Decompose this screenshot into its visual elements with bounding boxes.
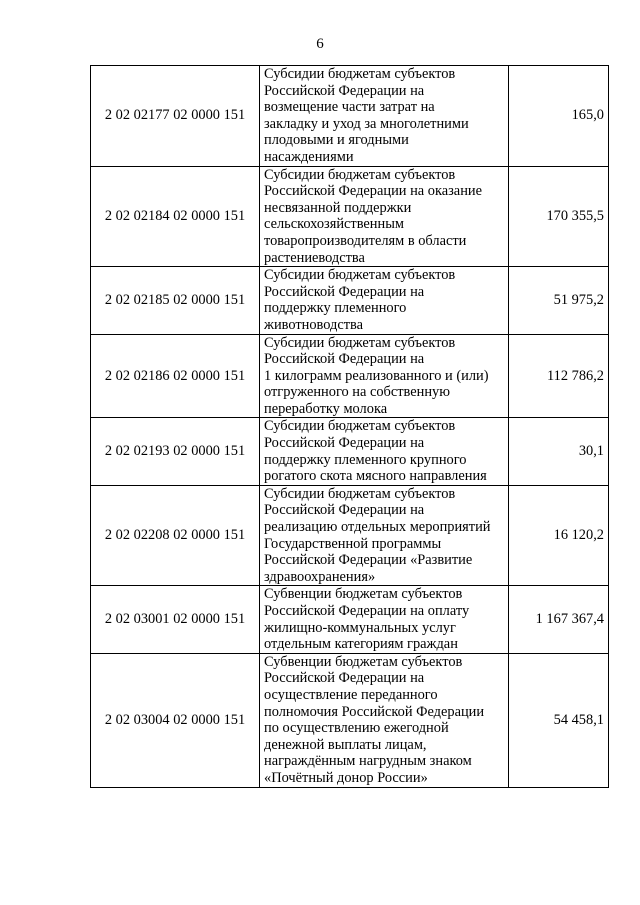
- budget-code-cell: 2 02 02193 02 0000 151: [91, 418, 260, 485]
- description-line: Российской Федерации на оплату: [264, 603, 470, 619]
- budget-code-cell: 2 02 02185 02 0000 151: [91, 267, 260, 334]
- table-row: [91, 586, 609, 653]
- description-line: Российской Федерации на: [264, 82, 425, 99]
- description-line: Российской Федерации на: [264, 351, 425, 368]
- budget-table: [90, 65, 609, 788]
- description-line: Российской Федерации на: [264, 435, 425, 452]
- description-cell: [260, 66, 509, 167]
- description-cell: [260, 653, 509, 787]
- amount-cell: 112 786,2: [509, 334, 609, 418]
- description-line: поддержку племенного крупного: [264, 451, 467, 468]
- amount-cell: 30,1: [509, 418, 609, 485]
- description-line: товаропроизводителям в области: [264, 232, 467, 249]
- page-number: 6: [316, 36, 324, 52]
- description-cell: [260, 586, 509, 653]
- table-row: [91, 267, 609, 334]
- table-body: [91, 66, 609, 788]
- amount-cell: 51 975,2: [509, 267, 609, 334]
- budget-code-cell: 2 02 03004 02 0000 151: [91, 653, 260, 787]
- amount-cell: 165,0: [509, 66, 609, 167]
- table-row: [91, 166, 609, 267]
- description-cell: [260, 418, 509, 485]
- description-line: Субвенции бюджетам субъектов: [264, 653, 463, 670]
- description-line: Субсидии бюджетам субъектов: [264, 166, 456, 183]
- description-line: отгруженного на собственную: [264, 384, 450, 401]
- amount-cell: 16 120,2: [509, 485, 609, 586]
- description-line: Субсидии бюджетам субъектов: [264, 66, 456, 82]
- description-line: 1 килограмм реализованного и (или): [264, 367, 489, 384]
- table-row: [91, 66, 609, 167]
- description-line: осуществление переданного: [264, 686, 438, 703]
- description-line: здравоохранения»: [264, 568, 376, 585]
- amount-cell: 54 458,1: [509, 653, 609, 787]
- budget-code-cell: 2 02 02186 02 0000 151: [91, 334, 260, 418]
- description-line: насаждениями: [264, 148, 354, 165]
- description-line: Российской Федерации на: [264, 670, 425, 687]
- description-line: сельскохозяйственным: [264, 216, 404, 233]
- description-line: Субвенции бюджетам субъектов: [264, 586, 463, 603]
- description-line: закладку и уход за многолетними: [264, 115, 469, 132]
- description-line: плодовыми и ягодными: [264, 132, 409, 149]
- description-line: жилищно-коммунальных услуг: [264, 619, 456, 636]
- description-line: Государственной программы: [264, 535, 442, 552]
- table-row: [91, 485, 609, 586]
- description-cell: [260, 485, 509, 586]
- description-line: реализацию отдельных мероприятий: [264, 519, 491, 536]
- budget-code-cell: 2 02 02177 02 0000 151: [91, 66, 260, 167]
- table-row: [91, 334, 609, 418]
- budget-code-cell: 2 02 02208 02 0000 151: [91, 485, 260, 586]
- description-line: Субсидии бюджетам субъектов: [264, 267, 456, 284]
- description-line: растениеводства: [264, 249, 365, 266]
- description-line: денежной выплаты лицам,: [264, 736, 427, 753]
- description-line: «Почётный донор России»: [264, 769, 428, 786]
- budget-code-cell: 2 02 03001 02 0000 151: [91, 586, 260, 653]
- description-line: Российской Федерации на: [264, 502, 425, 519]
- description-line: возмещение части затрат на: [264, 99, 435, 116]
- description-line: Субсидии бюджетам субъектов: [264, 485, 456, 502]
- description-line: Российской Федерации на: [264, 283, 425, 300]
- description-line: животноводства: [264, 316, 363, 333]
- table-row: [91, 418, 609, 485]
- amount-cell: 1 167 367,4: [509, 586, 609, 653]
- description-line: рогатого скота мясного направления: [264, 468, 487, 485]
- description-line: несвязанной поддержки: [264, 199, 412, 216]
- description-line: отдельным категориям граждан: [264, 636, 458, 653]
- amount-cell: 170 355,5: [509, 166, 609, 267]
- description-line: переработку молока: [264, 400, 388, 417]
- description-line: Российской Федерации на оказание: [264, 183, 482, 200]
- table-row: [91, 653, 609, 787]
- description-cell: [260, 334, 509, 418]
- budget-code-cell: 2 02 02184 02 0000 151: [91, 166, 260, 267]
- description-cell: [260, 267, 509, 334]
- description-line: награждённым нагрудным знаком: [264, 753, 472, 770]
- description-line: полномочия Российской Федерации: [264, 703, 485, 720]
- description-line: поддержку племенного: [264, 300, 407, 317]
- description-cell: [260, 166, 509, 267]
- description-line: по осуществлению ежегодной: [264, 720, 449, 737]
- description-line: Субсидии бюджетам субъектов: [264, 418, 456, 435]
- description-line: Субсидии бюджетам субъектов: [264, 334, 456, 351]
- description-line: Российской Федерации «Развитие: [264, 552, 473, 569]
